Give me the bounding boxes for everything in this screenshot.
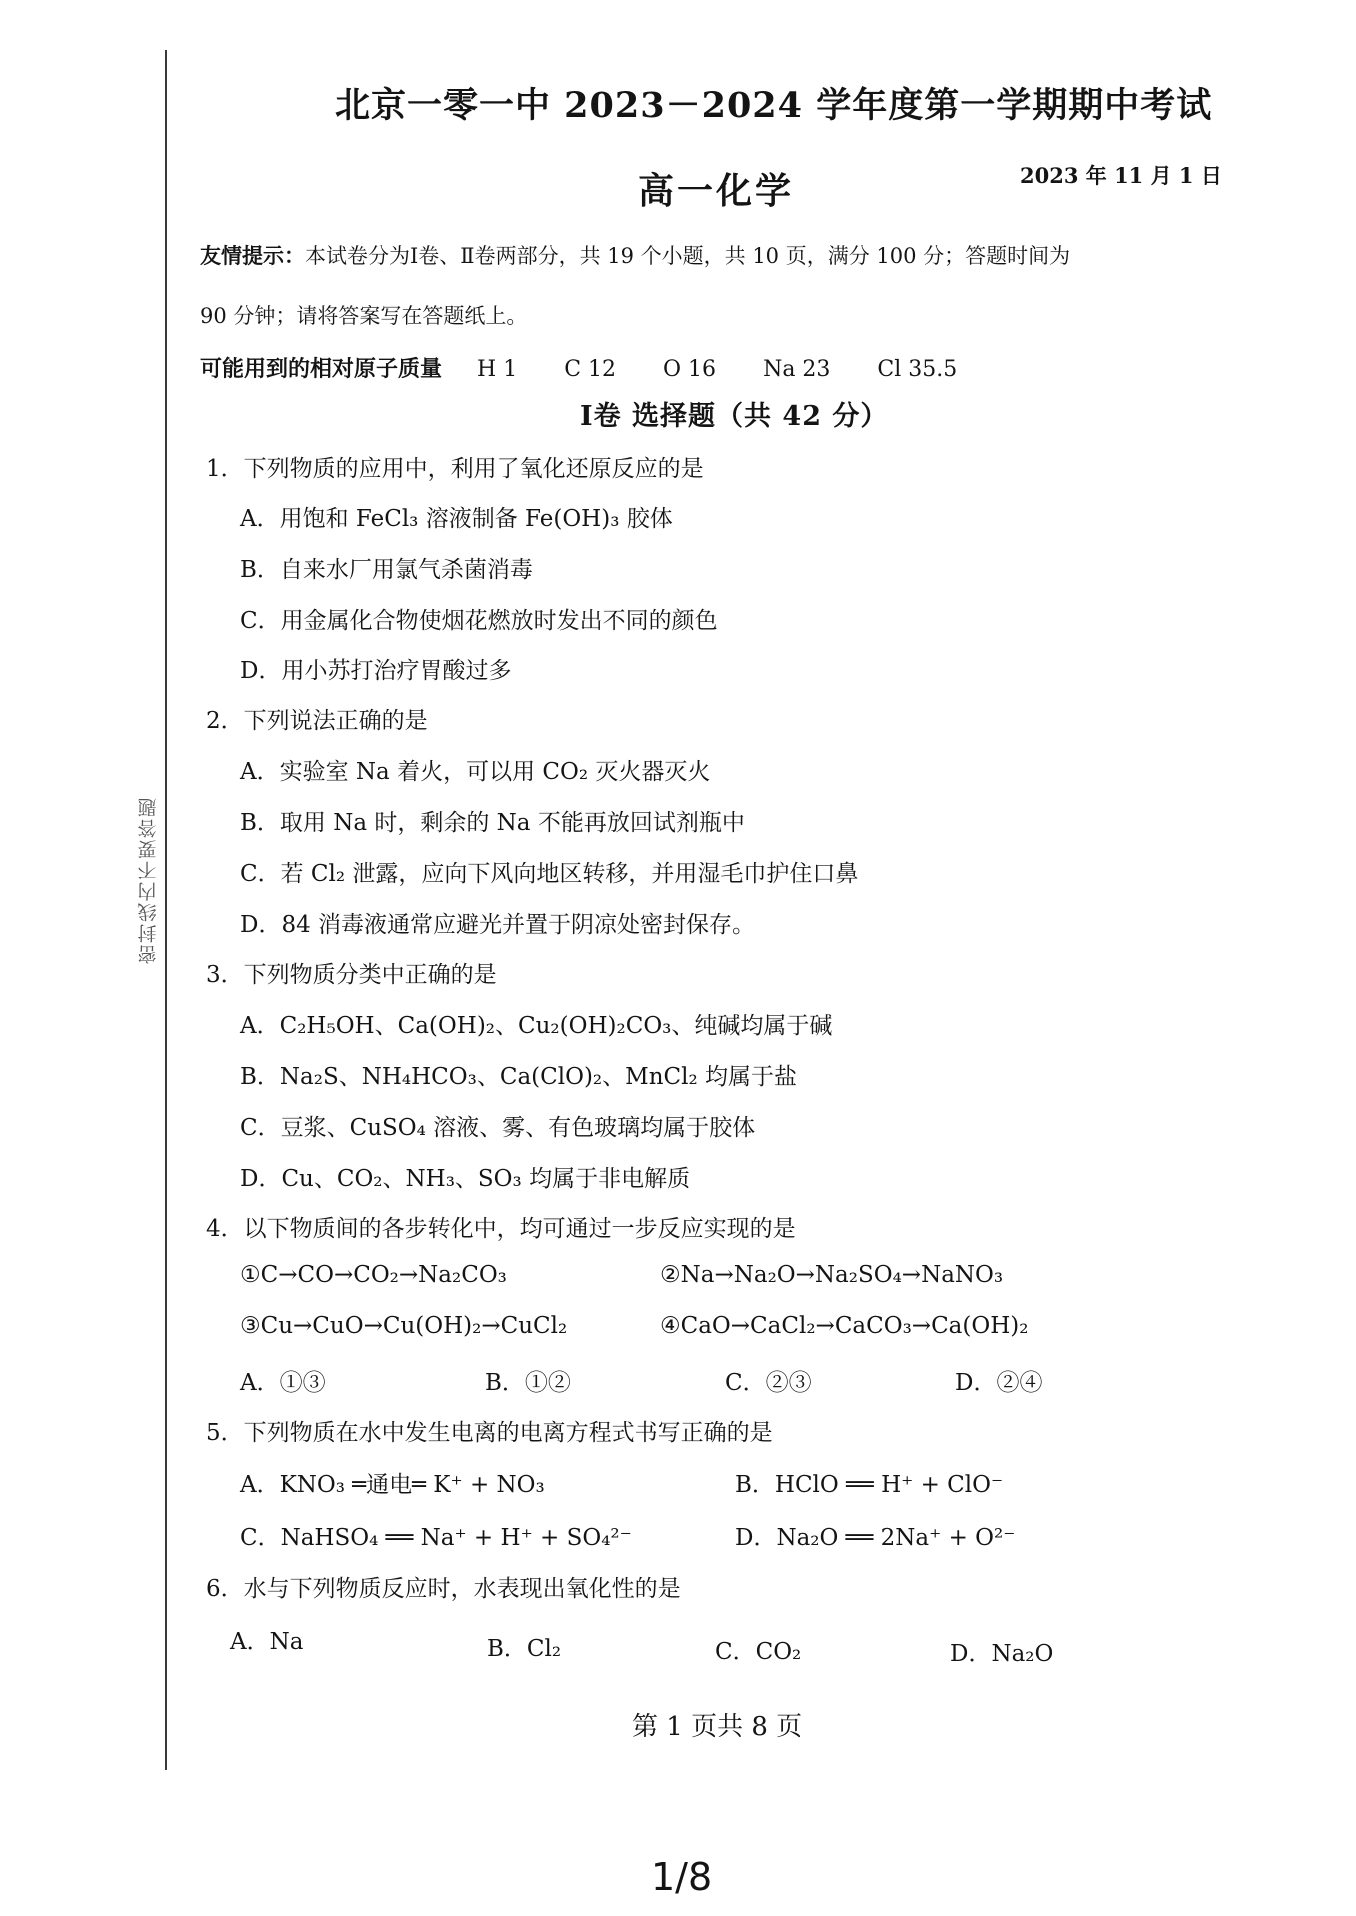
question-1-option-d: D．用小苏打治疗胃酸过多	[240, 658, 512, 684]
atomic-masses	[200, 352, 997, 383]
notice-line-1	[200, 240, 1070, 270]
question-2-option-b: B．取用 Na 时，剩余的 Na 不能再放回试剂瓶中	[240, 810, 745, 836]
atomic-mass-item: Cl 35.5	[877, 357, 958, 382]
atomic-mass-item: C 12	[564, 357, 617, 382]
binding-side-note: 密封线内不要答题	[137, 796, 160, 964]
section-title: Ⅰ卷 选择题（共 42 分）	[580, 401, 889, 432]
page-indicator: 1/8	[651, 1855, 713, 1899]
atomic-mass-item: Na 23	[763, 357, 831, 382]
question-6-stem: 6．水与下列物质反应时，水表现出氧化性的是	[206, 1576, 681, 1602]
question-1-stem: 1．下列物质的应用中，利用了氧化还原反应的是	[206, 456, 704, 482]
question-3-stem: 3．下列物质分类中正确的是	[206, 962, 497, 988]
question-5-stem: 5．下列物质在水中发生电离的电离方程式书写正确的是	[206, 1420, 773, 1446]
question-3-option-c: C．豆浆、CuSO₄ 溶液、雾、有色玻璃均属于胶体	[240, 1115, 756, 1141]
question-2-option-d: D．84 消毒液通常应避光并置于阴凉处密封保存。	[240, 912, 756, 938]
question-1-option-a: A．用饱和 FeCl₃ 溶液制备 Fe(OH)₃ 胶体	[240, 506, 673, 532]
question-4-option-a: A．①③	[240, 1370, 326, 1396]
question-3-option-a: A．C₂H₅OH、Ca(OH)₂、Cu₂(OH)₂CO₃、纯碱均属于碱	[240, 1013, 833, 1039]
question-6-option-a: A．Na	[230, 1629, 304, 1655]
question-6-option-d: D．Na₂O	[950, 1641, 1054, 1667]
question-4-option-d: D．②④	[955, 1370, 1043, 1396]
notice-text-1: 本试卷分为Ⅰ卷、Ⅱ卷两部分，共 19 个小题，共 10 页，满分 100 分；答题时间为	[305, 244, 1071, 268]
question-5-option-a: A．KNO₃ ═通电═ K⁺ + NO₃	[240, 1472, 545, 1498]
question-4-path-4: ④CaO→CaCl₂→CaCO₃→Ca(OH)₂	[660, 1313, 1029, 1339]
atomic-mass-item: H 1	[477, 357, 518, 382]
question-3-option-d: D．Cu、CO₂、NH₃、SO₃ 均属于非电解质	[240, 1166, 691, 1192]
question-5-option-b: B．HClO ══ H⁺ + ClO⁻	[735, 1472, 1004, 1498]
question-1-option-b: B．自来水厂用氯气杀菌消毒	[240, 557, 533, 583]
question-4-path-1: ①C→CO→CO₂→Na₂CO₃	[240, 1262, 507, 1288]
notice-label: 友情提示：	[200, 243, 305, 268]
exam-title: 北京一零一中 2023－2024 学年度第一学期期中考试	[335, 85, 1213, 126]
question-4-option-b: B．①②	[485, 1370, 571, 1396]
exam-date: 2023 年 11 月 1 日	[1020, 163, 1222, 188]
question-4-option-c: C．②③	[725, 1370, 812, 1396]
question-2-option-c: C．若 Cl₂ 泄露，应向下风向地区转移，并用湿毛巾护住口鼻	[240, 861, 859, 887]
atomic-mass-item: O 16	[663, 357, 717, 382]
question-2-option-a: A．实验室 Na 着火，可以用 CO₂ 灭火器灭火	[240, 759, 711, 785]
question-4-path-2: ②Na→Na₂O→Na₂SO₄→NaNO₃	[660, 1262, 1004, 1288]
question-1-option-c: C．用金属化合物使烟花燃放时发出不同的颜色	[240, 608, 718, 634]
question-6-option-b: B．Cl₂	[487, 1636, 562, 1662]
exam-subject: 高一化学	[638, 170, 795, 212]
question-5-option-c: C．NaHSO₄ ══ Na⁺ + H⁺ + SO₄²⁻	[240, 1525, 632, 1551]
question-5-option-d: D．Na₂O ══ 2Na⁺ + O²⁻	[735, 1525, 1016, 1551]
question-4-path-3: ③Cu→CuO→Cu(OH)₂→CuCl₂	[240, 1313, 568, 1339]
question-3-option-b: B．Na₂S、NH₄HCO₃、Ca(ClO)₂、MnCl₂ 均属于盐	[240, 1064, 797, 1090]
question-2-stem: 2．下列说法正确的是	[206, 708, 428, 734]
question-6-option-c: C．CO₂	[715, 1639, 802, 1665]
atomic-masses-label: 可能用到的相对原子质量	[200, 356, 443, 382]
notice-line-2: 90 分钟；请将答案写在答题纸上。	[200, 304, 528, 328]
page-footer: 第 1 页共 8 页	[632, 1712, 803, 1742]
question-4-stem: 4．以下物质间的各步转化中，均可通过一步反应实现的是	[206, 1216, 796, 1242]
